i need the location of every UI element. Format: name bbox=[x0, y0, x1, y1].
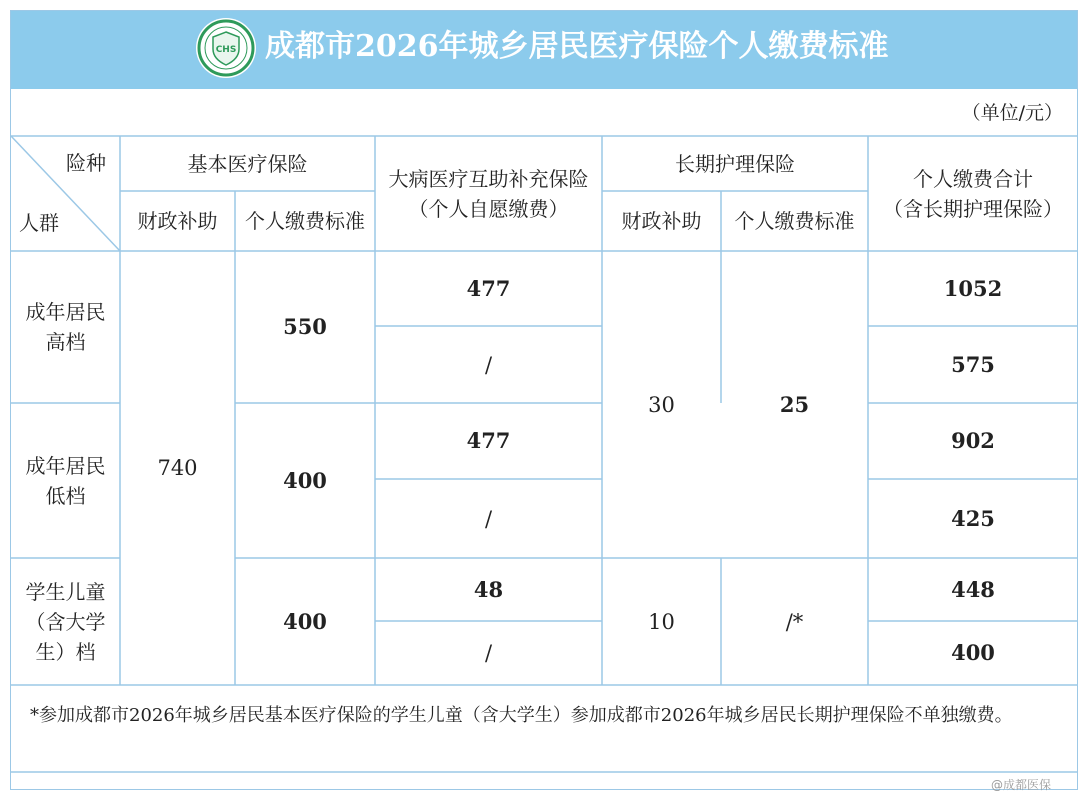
total-adult-low-with: 902 bbox=[951, 428, 995, 453]
group-adult-low-line2: 低档 bbox=[45, 483, 86, 508]
serious-adult-low-with: 477 bbox=[466, 428, 511, 453]
total-student-without: 400 bbox=[951, 640, 995, 665]
basic-personal-adult-high: 550 bbox=[283, 314, 327, 339]
basic-fiscal-subsidy-value: 740 bbox=[157, 456, 198, 480]
group-student bbox=[11, 558, 120, 685]
unit-label: （单位/元） bbox=[961, 102, 1063, 124]
header-serious-illness-line1: 大病医疗互助补充保险 bbox=[388, 166, 589, 191]
corner-population: 人群 bbox=[19, 211, 59, 235]
header-serious-illness-line2: （个人自愿缴费） bbox=[408, 196, 569, 221]
serious-adult-high-with: 477 bbox=[466, 275, 511, 301]
total-adult-high-with: 1052 bbox=[943, 275, 1003, 301]
ltc-personal-student: /* bbox=[785, 609, 804, 634]
total-adult-low-without: 425 bbox=[951, 505, 995, 531]
serious-adult-low-without: / bbox=[484, 506, 493, 531]
header-serious-illness bbox=[375, 136, 602, 251]
group-adult-low bbox=[11, 403, 120, 558]
group-adult-high-line2: 高档 bbox=[45, 330, 86, 354]
serious-student-without: / bbox=[484, 641, 493, 665]
logo-text: CHS bbox=[215, 45, 237, 55]
page-title: 成都市2026年城乡居民医疗保险个人缴费标准 bbox=[265, 29, 889, 64]
header-total-line2: （含长期护理保险） bbox=[883, 196, 1063, 221]
header-basic-insurance: 基本医疗保险 bbox=[187, 151, 308, 176]
ltc-fiscal-adult: 30 bbox=[648, 392, 675, 417]
chs-logo bbox=[195, 17, 257, 79]
group-adult-low-line1: 成年居民 bbox=[25, 453, 106, 478]
header-longterm-care: 长期护理保险 bbox=[675, 151, 795, 176]
basic-personal-adult-low: 400 bbox=[283, 467, 327, 493]
total-student-with: 448 bbox=[951, 576, 995, 602]
header-ltc-personal-standard: 个人缴费标准 bbox=[734, 209, 855, 233]
ltc-personal-adult: 25 bbox=[779, 391, 810, 417]
corner-insurance-type: 险种 bbox=[66, 151, 106, 175]
group-student-line3: 生）档 bbox=[35, 639, 96, 664]
group-adult-high-line1: 成年居民 bbox=[25, 300, 106, 324]
total-adult-high-without: 575 bbox=[951, 351, 995, 377]
group-adult-high bbox=[11, 251, 120, 403]
header-fiscal-subsidy: 财政补助 bbox=[137, 209, 218, 233]
group-student-line1: 学生儿童 bbox=[25, 579, 106, 604]
serious-student-with: 48 bbox=[473, 576, 504, 602]
watermark: @成都医保 bbox=[990, 778, 1051, 792]
serious-adult-high-without: / bbox=[484, 352, 493, 377]
footnote: *参加成都市2026年城乡居民基本医疗保险的学生儿童（含大学生）参加成都市2026年城乡居民长期护理保险不单独缴费。 bbox=[30, 705, 1013, 726]
header-total-line1: 个人缴费合计 bbox=[913, 166, 1033, 191]
basic-personal-student: 400 bbox=[283, 608, 327, 634]
header-personal-standard: 个人缴费标准 bbox=[245, 209, 365, 233]
header-total bbox=[868, 136, 1078, 251]
group-student-line2: （含大学 bbox=[25, 609, 106, 634]
ltc-fiscal-student: 10 bbox=[648, 609, 675, 634]
header-ltc-fiscal-subsidy: 财政补助 bbox=[621, 209, 702, 233]
